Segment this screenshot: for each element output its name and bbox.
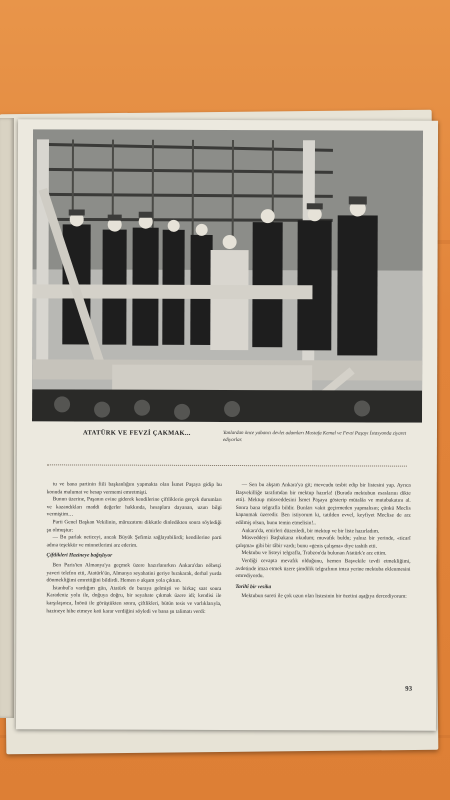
text-column-right bbox=[235, 482, 410, 602]
paragraph: Bunun üzerine, Paşanın evine giderek kendilerine çiftliklerin gerçek durumları ve kazandıkları maddi değerler hakkında, hesaplara dayanan, uzun bilgi vermiştim… bbox=[46, 496, 222, 518]
book-spine-edge bbox=[0, 118, 14, 718]
paragraph: Ben Paris'ten Almanya'ya geçmek üzere hazırlanırken Ankara'dan nöbetçi yaveri telefon etti, Atatürk'ün, Almanya seyahatini geriye bırakarak, derhal yurda dönmekliğimi emrettiğini bildirdi. Hemen o akşam yola çıktım. bbox=[46, 562, 222, 584]
paragraph: Parti Genel Başkan Vekilinin, mâruzatımı dikkatle dinledikten sonra söylediği şu olmuştur: bbox=[46, 519, 222, 534]
photo-caption-title: ATATÜRK VE FEVZİ ÇAKMAK... bbox=[82, 429, 191, 437]
paragraph: İstanbul'a vardığım gün, Atatürk de buraya gelmişti ve birkaç saat sonra Karadeniz yolu ile, doğuya doğru, bir seyahate çıkmak üzere idi; kendisi ile karşılaşınca, İnönü ile görüştükten sonra, çiftlikleri, bütün tesis ve varlıklarıyla, hazineye hibe etmeye kati karar verdiğini söyledi ve bana şu talimatı verdi: bbox=[46, 585, 222, 615]
paragraph: Müsveddeyi Başbakana okudum; muvafık buldu; yalnız bir yerinde, «ticarî çalışma» gibi bir tâbir vardı; bunu «genis çalışma» diye tashih etti. bbox=[235, 535, 411, 550]
paragraph: tu ve bana partinin fiili başkanlığını yapmakta olan İsmet Paşaya gidip bu konuda malumat ve hesap vermemi emretmişti. bbox=[46, 481, 222, 496]
paragraph: Verdiği cevapta mevafık olduğunu, hemen Başvekile tevdi etmekliğimi, avdetinde imza etmek üzere şimdilik telgrafının imza yerine mektuba eklenmesini emrediyordu. bbox=[235, 557, 411, 580]
subheading: Tarihî bir vesika bbox=[235, 583, 272, 590]
photo-caption-description: Yanlardan önce yabancı devlet adamları Mustafa Kemal ve Fevzi Paşayı İstasyonda ziyaret ediyorlar. bbox=[222, 430, 407, 444]
paragraph: Ankara'da, emirleri düzenledi, bir mektup ve bir liste hazırladım. bbox=[241, 527, 380, 535]
subheading: Çiftlikleri Hazineye bağışlıyor bbox=[46, 552, 113, 559]
page-number: 93 bbox=[405, 684, 413, 693]
paragraph: — Bu parlak neticeyi, ancak Büyük Şefimiz sağlayabilirdi; kendilerine parti adına teşekkür ve minnetlerimi arz ederim. bbox=[46, 534, 222, 549]
text-column-left bbox=[46, 481, 221, 616]
historical-photo bbox=[32, 129, 423, 422]
paragraph: Mektubu ve listeyi telgrafla, Trabzon'da bulunan Atatürk'e arz ettim. bbox=[241, 550, 387, 557]
magazine-page bbox=[16, 119, 438, 730]
paragraph: — Sen bu akşam Ankara'ya git; mevcudu tesbit edip bir listesini yap. Ayrıca Başvekilliğe tarafımdan bir mektup hazırla! (Burada mektubun esaslarını dikte etti). Mektup müsveddesini İsmet Paşaya gösterip mütalâa ve mutabakatını al. Sonra bana telgrafla bildir. Bunları vakit geçirmeden yapmalısın; çünkü Meclis kapanmak üzeredir. Ben istiyorum ki, tatilden evvel, keyfiyet Meclise de arz edilmiş olsun, bunu temin etmelisin!.. bbox=[235, 482, 411, 527]
photo-scene bbox=[32, 129, 423, 422]
section-divider bbox=[47, 464, 407, 466]
paragraph: Mektubun sureti ile çok uzun olan listesinin bir özetini aşağıya dercediyorum: bbox=[241, 593, 407, 600]
